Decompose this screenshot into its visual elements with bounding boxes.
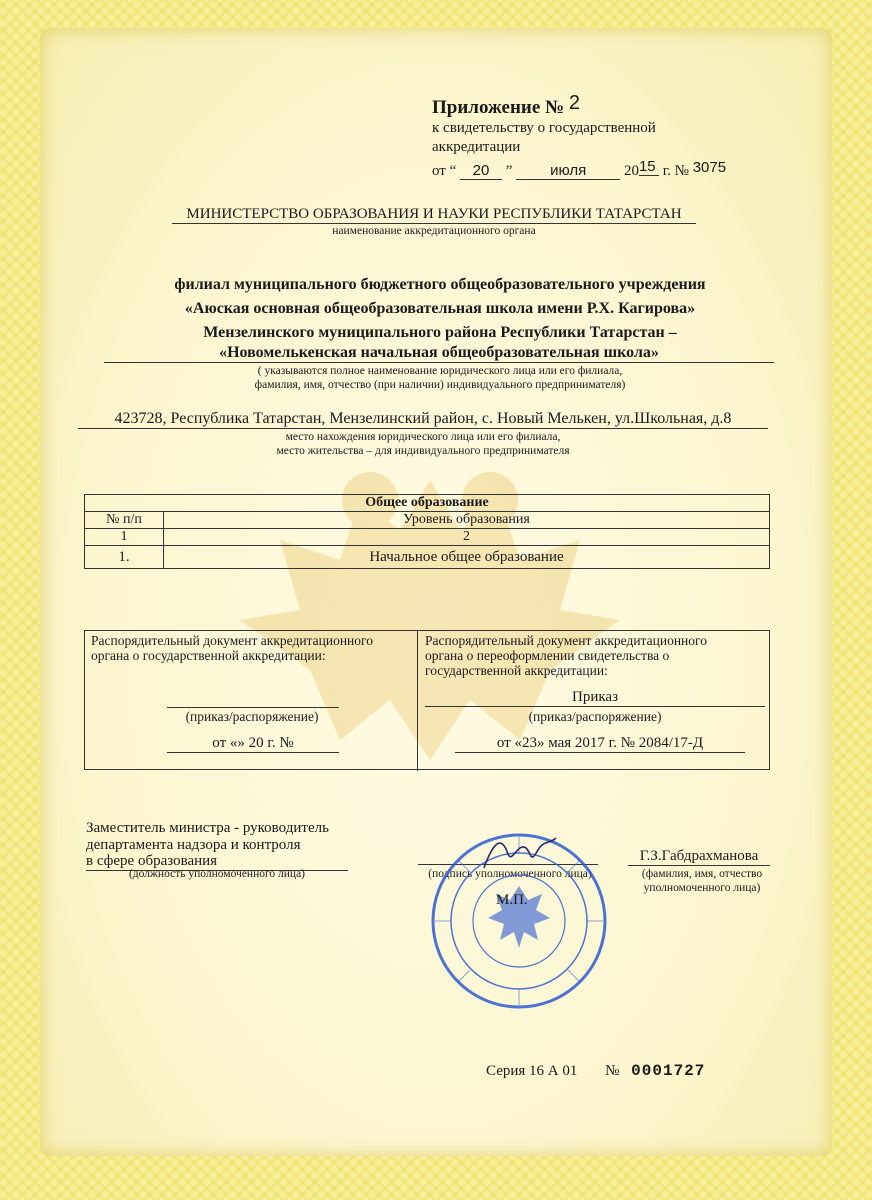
appendix-year: 15 (639, 158, 659, 176)
organization-line2: «Аюская основная общеобразовательная школа имени Р.Х. Кагирова» (184, 300, 696, 317)
right-doc-heading3: государственной аккредитации: (425, 663, 608, 678)
education-table-numbering-row (85, 529, 770, 546)
documents-divider (417, 631, 418, 771)
appendix-line1: к свидетельству о государственной (432, 120, 656, 136)
right-doc-caption: (приказ/распоряжение) (528, 709, 662, 724)
left-doc-heading2: органа о государственной аккредитации: (91, 648, 326, 663)
seal-label: М.П. (496, 892, 528, 908)
signer-name-caption2: уполномоченного лица) (643, 882, 761, 894)
left-doc-value-line (167, 707, 339, 708)
appendix-number: 2 (568, 92, 580, 114)
organization-line3: Мензелинского муниципального района Республики Татарстан – (203, 324, 677, 341)
appendix-line2: аккредитации (432, 139, 521, 155)
serial-label: Серия 16 А 01 (486, 1063, 578, 1079)
left-doc-heading1: Распорядительный документ аккредитационного (91, 633, 373, 648)
signature-caption: (подпись уполномоченного лица) (428, 868, 592, 880)
appendix-day: 20 (460, 162, 502, 180)
right-doc-heading1: Распорядительный документ аккредитационного (425, 633, 707, 648)
handwritten-signature (480, 834, 560, 874)
education-table-title-row (85, 495, 770, 512)
organization-line1: филиал муниципального бюджетного общеобразовательного учреждения (174, 276, 706, 293)
organization-caption2: фамилия, имя, отчество (при наличии) индивидуального предпринимателя) (254, 379, 626, 391)
appendix-month: июля (516, 162, 620, 180)
right-doc-date: от «23» мая 2017 г. № 2084/17-Д (455, 735, 745, 753)
address-value: 423728, Республика Татарстан, Мензелинский район, с. Новый Мелькен, ул.Школьная, д.8 (78, 410, 768, 429)
signer-name: Г.З.Габдрахманова (628, 848, 770, 866)
education-table-header-row (85, 512, 770, 529)
address-caption2: место жительства – для индивидуального предпринимателя (276, 445, 570, 457)
serial-row: Серия 16 А 01 № 0001727 (486, 1062, 706, 1080)
documents-box (84, 630, 770, 770)
appendix-title: Приложение № 2 (432, 92, 580, 118)
signer-position-caption: (должность уполномоченного лица) (128, 868, 306, 880)
education-col-number-header: № п/п (85, 512, 164, 529)
signer-name-caption1: (фамилия, имя, отчество (641, 868, 763, 880)
organization-line4: «Новомелькенская начальная общеобразовательная школа» (104, 344, 774, 363)
serial-number: 0001727 (631, 1062, 706, 1080)
education-table (84, 494, 770, 569)
signer-position-line1: Заместитель министра - руководитель (86, 820, 329, 836)
education-row-level: Начальное общее образование (164, 546, 770, 569)
signer-position-line2: департамента надзора и контроля (86, 837, 301, 853)
address-caption1: место нахождения юридического лица или его филиала, (285, 431, 561, 443)
education-row-number: 1. (85, 546, 164, 569)
authority-name: МИНИСТЕРСТВО ОБРАЗОВАНИЯ И НАУКИ РЕСПУБЛИКИ ТАТАРСТАН (172, 206, 696, 224)
appendix-date-row: от “ 20 ” июля 2015 г. № 3075 (432, 158, 727, 179)
signer-position-line3: в сфере образования (86, 853, 348, 871)
education-col-level-index: 2 (164, 529, 770, 546)
left-doc-date: от «» 20 г. № (167, 735, 339, 753)
left-doc-caption: (приказ/распоряжение) (185, 709, 319, 724)
appendix-cert-number: 3075 (692, 159, 727, 176)
education-col-level-header: Уровень образования (164, 512, 770, 529)
education-col-number-index: 1 (85, 529, 164, 546)
right-doc-value: Приказ (425, 689, 765, 707)
table-row (85, 546, 770, 569)
right-doc-heading2: органа о переоформлении свидетельства о (425, 648, 670, 663)
authority-caption: наименование аккредитационного органа (332, 225, 536, 237)
organization-caption1: ( указываются полное наименование юридического лица или его филиала, (257, 365, 623, 377)
education-table-title: Общее образование (85, 495, 770, 512)
